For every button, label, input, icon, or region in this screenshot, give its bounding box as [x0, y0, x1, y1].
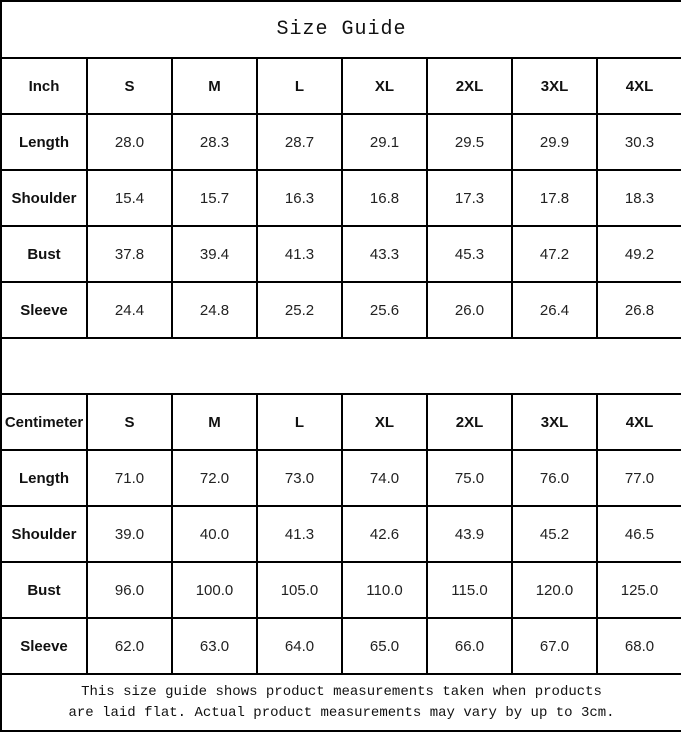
value-cell: 76.0 — [512, 450, 597, 506]
value-cell: 100.0 — [172, 562, 257, 618]
value-cell: 43.3 — [342, 226, 427, 282]
value-cell: 71.0 — [87, 450, 172, 506]
size-header: S — [87, 394, 172, 450]
row-label: Bust — [1, 226, 87, 282]
size-header: XL — [342, 394, 427, 450]
row-label: Shoulder — [1, 506, 87, 562]
value-cell: 68.0 — [597, 618, 681, 674]
unit-header-inch: Inch — [1, 58, 87, 114]
value-cell: 15.4 — [87, 170, 172, 226]
value-cell: 29.5 — [427, 114, 512, 170]
size-header: L — [257, 58, 342, 114]
value-cell: 96.0 — [87, 562, 172, 618]
value-cell: 28.7 — [257, 114, 342, 170]
size-header: 3XL — [512, 394, 597, 450]
value-cell: 65.0 — [342, 618, 427, 674]
size-header: M — [172, 58, 257, 114]
size-header: M — [172, 394, 257, 450]
size-header: XL — [342, 58, 427, 114]
value-cell: 18.3 — [597, 170, 681, 226]
value-cell: 73.0 — [257, 450, 342, 506]
unit-header-centimeter: Centimeter — [1, 394, 87, 450]
value-cell: 26.4 — [512, 282, 597, 338]
value-cell: 74.0 — [342, 450, 427, 506]
value-cell: 24.4 — [87, 282, 172, 338]
value-cell: 24.8 — [172, 282, 257, 338]
value-cell: 66.0 — [427, 618, 512, 674]
footer-note — [1, 674, 681, 731]
value-cell: 41.3 — [257, 226, 342, 282]
value-cell: 125.0 — [597, 562, 681, 618]
size-header: S — [87, 58, 172, 114]
value-cell: 28.3 — [172, 114, 257, 170]
value-cell: 62.0 — [87, 618, 172, 674]
value-cell: 47.2 — [512, 226, 597, 282]
row-label: Length — [1, 114, 87, 170]
value-cell: 63.0 — [172, 618, 257, 674]
size-header: 2XL — [427, 58, 512, 114]
value-cell: 39.4 — [172, 226, 257, 282]
value-cell: 17.3 — [427, 170, 512, 226]
value-cell: 26.0 — [427, 282, 512, 338]
value-cell: 39.0 — [87, 506, 172, 562]
table-row — [1, 282, 681, 338]
value-cell: 64.0 — [257, 618, 342, 674]
value-cell: 46.5 — [597, 506, 681, 562]
value-cell: 26.8 — [597, 282, 681, 338]
row-label: Shoulder — [1, 170, 87, 226]
row-label: Length — [1, 450, 87, 506]
value-cell: 110.0 — [342, 562, 427, 618]
value-cell: 115.0 — [427, 562, 512, 618]
inch-header-row — [1, 58, 681, 114]
row-label: Bust — [1, 562, 87, 618]
value-cell: 37.8 — [87, 226, 172, 282]
value-cell: 28.0 — [87, 114, 172, 170]
table-row — [1, 170, 681, 226]
spacer-row — [1, 338, 681, 394]
table-row — [1, 618, 681, 674]
table-row — [1, 506, 681, 562]
table-row — [1, 114, 681, 170]
value-cell: 25.2 — [257, 282, 342, 338]
page-title: Size Guide — [1, 1, 681, 58]
value-cell: 29.9 — [512, 114, 597, 170]
footer-note-line1: This size guide shows product measurements taken when products — [81, 684, 602, 701]
value-cell: 72.0 — [172, 450, 257, 506]
value-cell: 29.1 — [342, 114, 427, 170]
size-header: 4XL — [597, 394, 681, 450]
size-header: L — [257, 394, 342, 450]
value-cell: 67.0 — [512, 618, 597, 674]
value-cell: 45.2 — [512, 506, 597, 562]
value-cell: 41.3 — [257, 506, 342, 562]
size-header: 4XL — [597, 58, 681, 114]
value-cell: 25.6 — [342, 282, 427, 338]
value-cell: 16.8 — [342, 170, 427, 226]
value-cell: 120.0 — [512, 562, 597, 618]
footer-note-row — [1, 674, 681, 731]
value-cell: 40.0 — [172, 506, 257, 562]
table-row — [1, 450, 681, 506]
value-cell: 49.2 — [597, 226, 681, 282]
value-cell: 15.7 — [172, 170, 257, 226]
value-cell: 105.0 — [257, 562, 342, 618]
value-cell: 45.3 — [427, 226, 512, 282]
value-cell: 75.0 — [427, 450, 512, 506]
spacer-cell — [1, 338, 681, 394]
footer-note-line2: are laid flat. Actual product measurements may vary by up to 3cm. — [68, 704, 615, 721]
cm-header-row — [1, 394, 681, 450]
table-row — [1, 226, 681, 282]
row-label: Sleeve — [1, 282, 87, 338]
value-cell: 77.0 — [597, 450, 681, 506]
value-cell: 42.6 — [342, 506, 427, 562]
size-header: 3XL — [512, 58, 597, 114]
value-cell: 30.3 — [597, 114, 681, 170]
value-cell: 16.3 — [257, 170, 342, 226]
value-cell: 43.9 — [427, 506, 512, 562]
size-header: 2XL — [427, 394, 512, 450]
table-row — [1, 562, 681, 618]
value-cell: 17.8 — [512, 170, 597, 226]
row-label: Sleeve — [1, 618, 87, 674]
